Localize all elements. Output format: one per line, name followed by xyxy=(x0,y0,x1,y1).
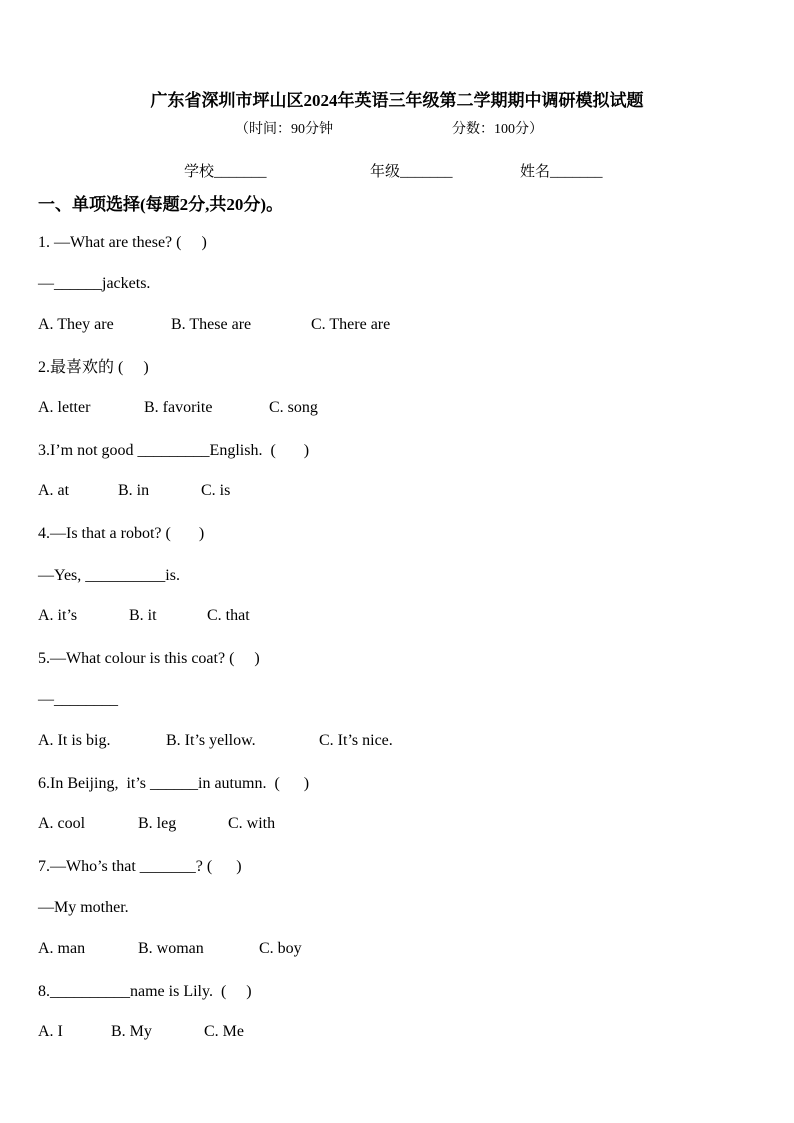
section-heading: 一、单项选择(每题2分,共20分)。 xyxy=(38,195,284,214)
question-line: 3.I’m not good _________English. ( ) xyxy=(38,442,310,459)
question-line: —______jackets. xyxy=(38,275,151,292)
option-c: C. boy xyxy=(259,940,302,957)
option-a: A. it’s xyxy=(38,607,78,624)
exam-time: （时间：90分钟 xyxy=(235,122,333,137)
option-a: A. I xyxy=(38,1023,63,1040)
option-b: B. My xyxy=(111,1023,152,1040)
option-b: B. it xyxy=(129,607,157,624)
option-b: B. It’s yellow. xyxy=(166,732,256,749)
option-c: C. is xyxy=(201,482,231,499)
option-c: C. that xyxy=(207,607,250,624)
question-line: 1. —What are these? ( ) xyxy=(38,234,207,251)
question-line: —My mother. xyxy=(38,899,129,916)
question-line: 8.__________name is Lily. ( ) xyxy=(38,983,252,1000)
exam-score: 分数：100分） xyxy=(452,122,543,137)
question-line: 5.—What colour is this coat? ( ) xyxy=(38,650,260,667)
option-a: A. They are xyxy=(38,316,114,333)
option-a: A. at xyxy=(38,482,70,499)
question-line: 7.—Who’s that _______? ( ) xyxy=(38,858,242,875)
option-c: C. song xyxy=(269,399,318,416)
question-line: 4.—Is that a robot? ( ) xyxy=(38,525,205,542)
question-line: —Yes, __________is. xyxy=(38,567,180,584)
question-line: —________ xyxy=(38,691,118,708)
exam-title: 广东省深圳市坪山区2024年英语三年级第二学期期中调研模拟试题 xyxy=(150,91,644,110)
option-c: C. with xyxy=(228,815,276,832)
option-b: B. woman xyxy=(138,940,204,957)
option-c: C. There are xyxy=(311,316,391,333)
name-field: 姓名_______ xyxy=(520,164,603,180)
option-c: C. Me xyxy=(204,1023,244,1040)
option-b: B. leg xyxy=(138,815,177,832)
option-b: B. These are xyxy=(171,316,252,333)
option-a: A. It is big. xyxy=(38,732,111,749)
question-line: 6.In Beijing, it’s ______in autumn. ( ) xyxy=(38,775,310,792)
option-b: B. favorite xyxy=(144,399,213,416)
option-a: A. cool xyxy=(38,815,86,832)
grade-field: 年级_______ xyxy=(370,164,453,180)
school-field: 学校_______ xyxy=(184,164,267,180)
option-a: A. letter xyxy=(38,399,91,416)
option-b: B. in xyxy=(118,482,150,499)
option-a: A. man xyxy=(38,940,86,957)
option-c: C. It’s nice. xyxy=(319,732,393,749)
question-line: 2.最喜欢的 ( ) xyxy=(38,359,149,376)
